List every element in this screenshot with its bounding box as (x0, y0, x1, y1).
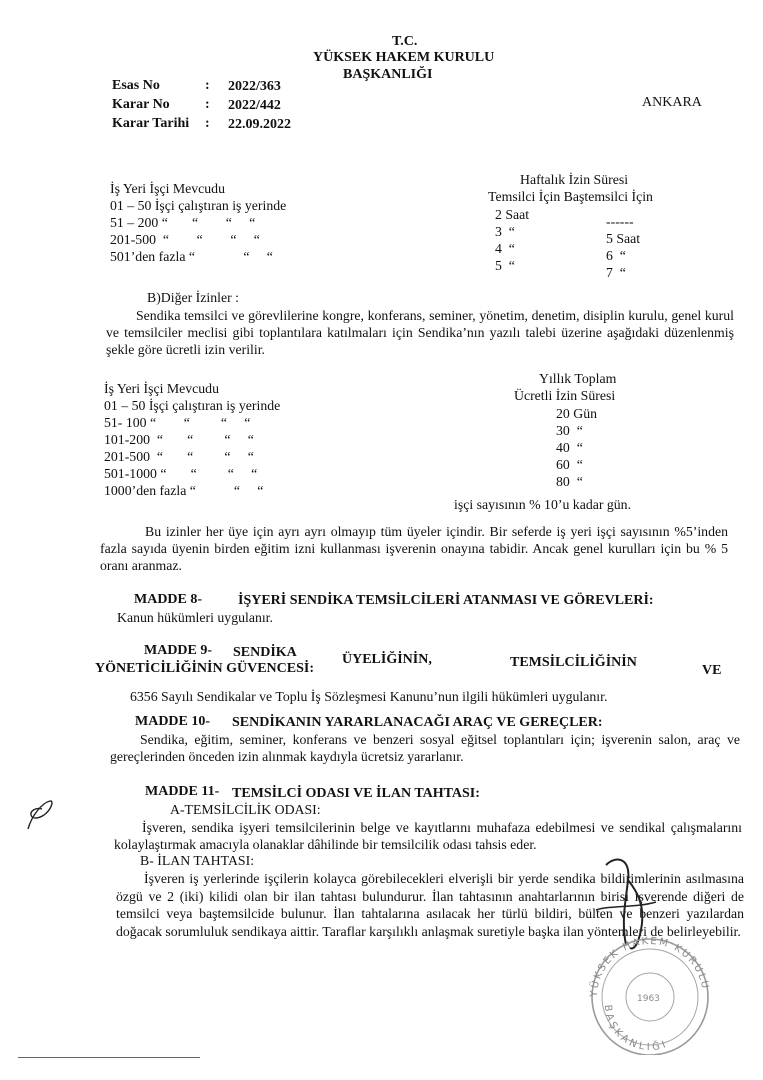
table-cell: 60 “ (556, 457, 583, 472)
paragraph-text: Sendika, eğitim, seminer, konferans ve benzeri sosyal eğitsel toplantıları için; işverenin salon, araç ve gereçlerinden önceden izin alınmak kaydıyla ücretsiz yararlanır. (110, 732, 740, 764)
official-seal-icon (575, 935, 725, 1055)
article-10-text-block (110, 731, 740, 765)
other-leaves-title: B)Diğer İzinler : (147, 290, 239, 305)
table-row: 1000’den fazla “ “ “ (104, 483, 264, 498)
table-row: 51 – 200 “ “ “ “ (110, 215, 256, 230)
article-9-number: MADDE 9- (144, 643, 213, 658)
table-cell: 30 “ (556, 423, 583, 438)
section-a-title: A-TEMSİLCİLİK ODASI: (170, 802, 321, 817)
header-tc: T.C. (392, 34, 418, 49)
table-row: 01 – 50 İşçi çalıştıran iş yerinde (110, 198, 287, 213)
note-paragraph (100, 523, 728, 574)
paragraph-text: Bu izinler her üye için ayrı ayrı olmayıp tüm üyeler içindir. Bir seferde iş yeri işçi sayısının %5’inden fazla sayıda üyenin birden eğitim izni kullanması işverenin onayına tabidir. Ancak genel kurulları için bu % 5 oranı aranmaz. (100, 524, 728, 573)
weekly-leave-heading: Haftalık İzin Süresi (520, 172, 629, 187)
annual-leave-heading: Yıllık Toplam (539, 371, 617, 386)
meta-sep: : (205, 78, 210, 93)
svg-text:1963: 1963 (637, 994, 660, 1004)
article-11-number: MADDE 11- (145, 784, 220, 799)
other-leaves-text (106, 307, 734, 358)
meta-value: 22.09.2022 (228, 117, 291, 132)
table-row: 01 – 50 İşçi çalıştıran iş yerinde (104, 398, 281, 413)
representative-hours-column (495, 206, 529, 274)
footer-rule (18, 1057, 200, 1058)
table-row: İş Yeri İşçi Mevcudu (104, 381, 219, 396)
article-11-title: TEMSİLCİ ODASI VE İLAN TAHTASI: (232, 786, 480, 801)
annual-leave-last-row: işçi sayısının % 10’u kadar gün. (454, 497, 632, 512)
weekly-leave-worker-column (110, 180, 286, 265)
table-cell: 20 Gün (556, 406, 598, 421)
article-8-number: MADDE 8- (134, 592, 203, 607)
meta-label: Esas No (112, 78, 160, 93)
table-cell: 4 “ (495, 241, 515, 256)
paragraph-text: İşveren, sendika işyeri temsilcilerinin belge ve kayıtlarını muhafaza edebilmesi ve sendikal çalışmalarını kolaylaştırmak amacıyla olanaklar dâhilinde bir temsilcilik odası tahsis eder. (114, 820, 742, 852)
meta-label: Karar Tarihi (112, 116, 190, 131)
meta-label: Karar No (112, 97, 170, 112)
paragraph-text: Sendika temsilci ve görevlilerine kongre, konferans, seminer, yönetim, denetim, disiplin kurulu, genel kurul ve temsilciler meclisi gibi toplantılara katılmaları için Sendika’nın yazılı talebi üzerine aşağıdaki düzenlenmiş şekle göre ücretli izin verilir. (106, 308, 734, 357)
head-representative-hours-column (606, 213, 640, 281)
annual-leave-subheading: Ücretli İzin Süresi (514, 388, 616, 403)
article-10-title: SENDİKANIN YARARLANACAĞI ARAÇ VE GEREÇLER: (232, 715, 603, 730)
weekly-leave-subheading: Temsilci İçin Baştemsilci İçin (488, 189, 653, 204)
handwritten-initial-icon (22, 795, 56, 835)
table-row: 501-1000 “ “ “ “ (104, 466, 258, 481)
article-9-word: SENDİKA (233, 645, 297, 660)
table-cell: 5 Saat (606, 231, 641, 246)
article-8-text: Kanun hükümleri uygulanır. (117, 610, 273, 625)
article-9-word: VE (702, 663, 722, 678)
table-cell: 6 “ (606, 248, 626, 263)
table-row: 201-500 “ “ “ “ (104, 449, 254, 464)
table-row: 101-200 “ “ “ “ (104, 432, 254, 447)
meta-value: 2022/442 (228, 98, 281, 113)
table-cell: 5 “ (495, 258, 515, 273)
svg-text:BAŞKANLIĞI: BAŞKANLIĞI (601, 1004, 670, 1054)
table-row: 501’den fazla “ “ “ (110, 249, 273, 264)
table-cell: 2 Saat (495, 207, 530, 222)
table-cell: 80 “ (556, 474, 583, 489)
header-presidency: BAŞKANLIĞI (343, 67, 433, 82)
table-cell: 40 “ (556, 440, 583, 455)
svg-text:YÜKSEK HAKEM KURULU: YÜKSEK HAKEM KURULU (588, 935, 711, 998)
article-10-number: MADDE 10- (135, 714, 211, 729)
table-row: İş Yeri İşçi Mevcudu (110, 181, 225, 196)
article-8-title: İŞYERİ SENDİKA TEMSİLCİLERİ ATANMASI VE GÖREVLERİ: (238, 593, 654, 608)
table-row: 201-500 “ “ “ “ (110, 232, 260, 247)
section-b-title: B- İLAN TAHTASI: (140, 853, 255, 868)
section-a-text-block (114, 819, 742, 853)
meta-sep: : (205, 97, 210, 112)
table-cell: 7 “ (606, 265, 626, 280)
meta-sep: : (205, 116, 210, 131)
annual-leave-worker-column (104, 380, 280, 499)
header-institution: YÜKSEK HAKEM KURULU (313, 50, 495, 65)
article-9-text: 6356 Sayılı Sendikalar ve Toplu İş Sözleşmesi Kanunu’nun ilgili hükümleri uygulanır. (130, 689, 608, 704)
paragraph-text: İşveren iş yerlerinde işçilerin kolayca görebilecekleri elverişli bir yerde sendika bildirimlerinin asılmasına özgü ve 2 (iki) kilidi olan bir ilan tahtası bulundurur. İlan tahtasının anahtarlarının birisi işverende diğeri de temsilci veya baştemsilcide bulunur. İlan tahtalarına asılacak her türlü bildiri, bülten ve benzeri yazılardan doğacak sorumluluk sendikaya aittir. Taraflar karşılıklı anlaşmak suretiyle başka ilan yöntemleri de belirleyebilir. (116, 871, 744, 939)
article-9-word: ÜYELİĞİNİN, (342, 652, 432, 667)
annual-leave-days-column (556, 405, 597, 490)
table-cell: ------ (606, 214, 634, 229)
table-row: 51- 100 “ “ “ “ (104, 415, 251, 430)
meta-value: 2022/363 (228, 79, 281, 94)
article-9-word: TEMSİLCİLİĞİNİN (510, 655, 637, 670)
table-cell: 3 “ (495, 224, 515, 239)
article-9-title-line2: YÖNETİCİLİĞİNİN GÜVENCESİ: (95, 661, 314, 676)
city-label: ANKARA (642, 95, 702, 110)
